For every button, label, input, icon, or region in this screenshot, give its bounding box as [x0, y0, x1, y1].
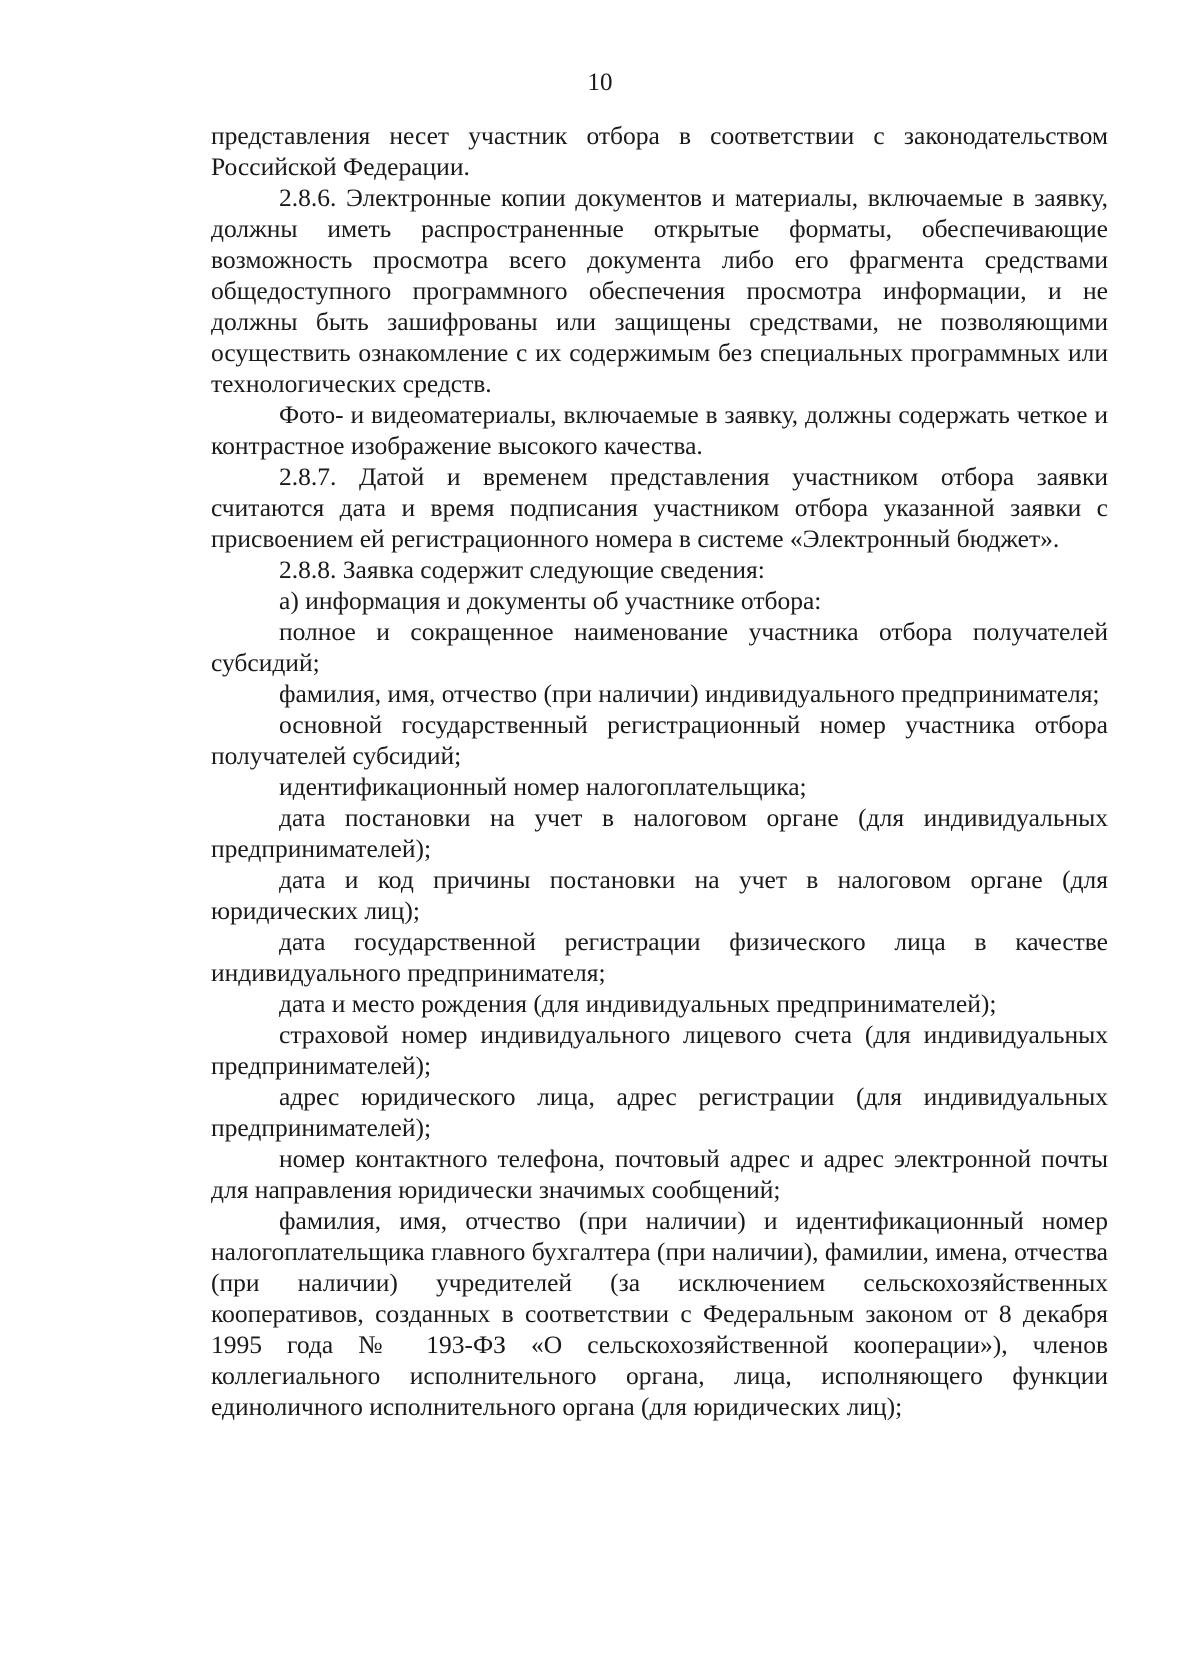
document-body	[211, 120, 1108, 1422]
paragraph: дата и код причины постановки на учет в налоговом органе (для юридических лиц);	[211, 865, 1108, 925]
paragraph: номер контактного телефона, почтовый адрес и адрес электронной почты для направления юридически значимых сообщений;	[211, 1144, 1108, 1204]
paragraph: представления несет участник отбора в соответствии с законодательством Российской Федерации.	[211, 121, 1108, 181]
paragraph: фамилия, имя, отчество (при наличии) и идентификационный номер налогоплательщика главного бухгалтера (при наличии), фамилии, имена, отчества (при наличии) учредителей (за исключением сельскохозяйственных кооперативов, созданных в соответствии с Федеральным законом от 8 декабря 1995 года № 193-ФЗ «О сельскохозяйственной кооперации»), членов коллегиального исполнительного органа, лица, исполняющего функции единоличного исполнительного органа (для юридических лиц);	[211, 1206, 1108, 1421]
paragraph: 2.8.8. Заявка содержит следующие сведения:	[279, 555, 765, 584]
paragraph: фамилия, имя, отчество (при наличии) индивидуального предпринимателя;	[279, 679, 1100, 708]
paragraph: дата и место рождения (для индивидуальных предпринимателей);	[279, 989, 997, 1018]
paragraph: Фото- и видеоматериалы, включаемые в заявку, должны содержать четкое и контрастное изображение высокого качества.	[211, 400, 1108, 460]
paragraph: 2.8.6. Электронные копии документов и материалы, включаемые в заявку, должны иметь распространенные открытые форматы, обеспечивающие возможность просмотра всего документа либо его фрагмента средствами общедоступного программного обеспечения просмотра информации, и не должны быть зашифрованы или защищены средствами, не позволяющими осуществить ознакомление с их содержимым без специальных программных или технологических средств.	[211, 183, 1108, 398]
paragraph: адрес юридического лица, адрес регистрации (для индивидуальных предпринимателей);	[211, 1082, 1108, 1142]
paragraph: дата государственной регистрации физического лица в качестве индивидуального предпринимателя;	[211, 927, 1108, 987]
paragraph: основной государственный регистрационный номер участника отбора получателей субсидий;	[211, 710, 1108, 770]
page-number: 10	[587, 69, 613, 96]
paragraph: а) информация и документы об участнике отбора:	[279, 586, 822, 615]
paragraph: идентификационный номер налогоплательщика;	[279, 772, 807, 801]
paragraph: дата постановки на учет в налоговом органе (для индивидуальных предпринимателей);	[211, 803, 1108, 863]
paragraph: полное и сокращенное наименование участника отбора получателей субсидий;	[211, 617, 1108, 677]
paragraph: 2.8.7. Датой и временем представления участником отбора заявки считаются дата и время подписания участником отбора указанной заявки с присвоением ей регистрационного номера в системе «Электронный бюджет».	[211, 462, 1108, 553]
paragraph: страховой номер индивидуального лицевого счета (для индивидуальных предпринимателей);	[211, 1020, 1108, 1080]
